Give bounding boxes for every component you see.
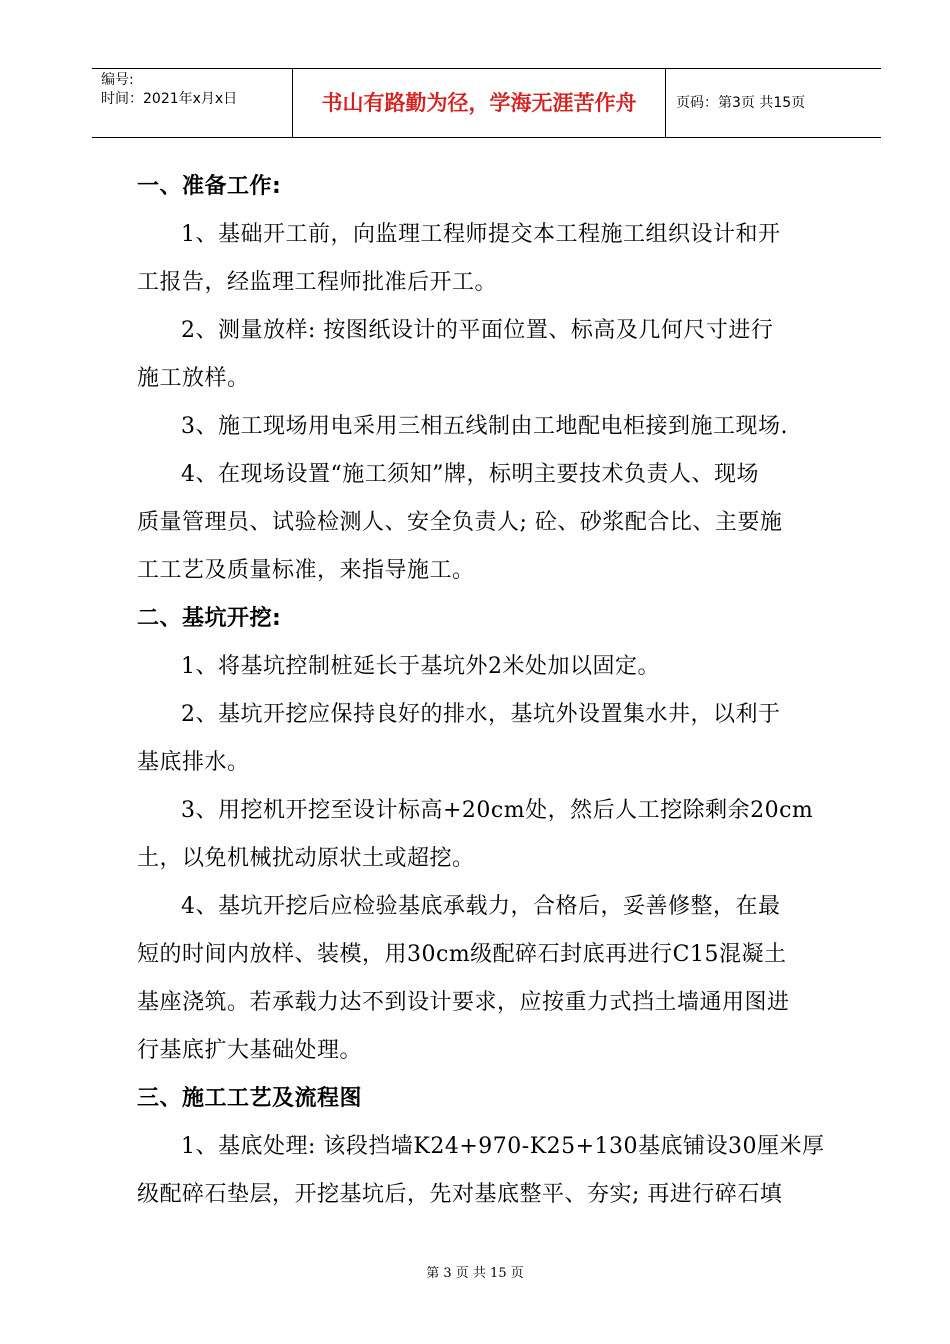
paragraph-line: 工工艺及质量标准，来指导施工。 bbox=[137, 558, 475, 583]
doc-number-label: 编号: bbox=[101, 72, 134, 88]
paragraph-line: 4、基坑开挖后应检验基底承载力，合格后，妥善修整，在最 bbox=[181, 894, 781, 919]
paragraph-line: 2、基坑开挖应保持良好的排水，基坑外设置集水井，以利于 bbox=[181, 702, 781, 727]
header-divider bbox=[665, 69, 666, 137]
paragraph-line: 3、施工现场用电采用三相五线制由工地配电柜接到施工现场. bbox=[181, 414, 788, 439]
paragraph-line: 基底排水。 bbox=[137, 750, 250, 775]
doc-time-label: 时间：2021年x月x日 bbox=[101, 91, 238, 107]
document-body bbox=[137, 163, 832, 1219]
paragraph-line: 土，以免机械扰动原状土或超挖。 bbox=[137, 846, 475, 871]
section-heading: 三、施工工艺及流程图 bbox=[137, 1086, 363, 1111]
header-meta bbox=[101, 71, 237, 109]
section-heading: 二、基坑开挖: bbox=[137, 606, 282, 631]
paragraph-line: 1、将基坑控制桩延长于基坑外2米处加以固定。 bbox=[181, 654, 660, 679]
section-heading: 一、准备工作: bbox=[137, 174, 282, 199]
paragraph-line: 行基底扩大基础处理。 bbox=[137, 1038, 363, 1063]
paragraph-line: 1、基础开工前，向监理工程师提交本工程施工组织设计和开 bbox=[181, 222, 781, 247]
paragraph-line: 1、基底处理: 该段挡墙K24+970-K25+130基底铺设30厘米厚 bbox=[181, 1134, 825, 1159]
header-page-info: 页码：第3页 共15页 bbox=[676, 95, 806, 111]
paragraph-line: 短的时间内放样、装模，用30cm级配碎石封底再进行C15混凝土 bbox=[137, 942, 787, 967]
paragraph-line: 3、用挖机开挖至设计标高+20cm处，然后人工挖除剩余20cm bbox=[181, 798, 814, 823]
paragraph-line: 4、在现场设置“施工须知”牌，标明主要技术负责人、现场 bbox=[181, 462, 759, 487]
paragraph-line: 工报告，经监理工程师批准后开工。 bbox=[137, 270, 498, 295]
page-header bbox=[92, 68, 881, 138]
paragraph-line: 质量管理员、试验检测人、安全负责人; 砼、砂浆配合比、主要施 bbox=[137, 510, 783, 535]
header-motto: 书山有路勤为径，学海无涯苦作舟 bbox=[321, 91, 637, 115]
paragraph-line: 基座浇筑。若承载力达不到设计要求，应按重力式挡土墙通用图进 bbox=[137, 990, 790, 1015]
paragraph-line: 2、测量放样: 按图纸设计的平面位置、标高及几何尺寸进行 bbox=[181, 318, 774, 343]
paragraph-line: 施工放样。 bbox=[137, 366, 250, 391]
page-footer: 第 3 页 共 15 页 bbox=[426, 1266, 524, 1281]
paragraph-line: 级配碎石垫层，开挖基坑后，先对基底整平、夯实; 再进行碎石填 bbox=[137, 1182, 783, 1207]
